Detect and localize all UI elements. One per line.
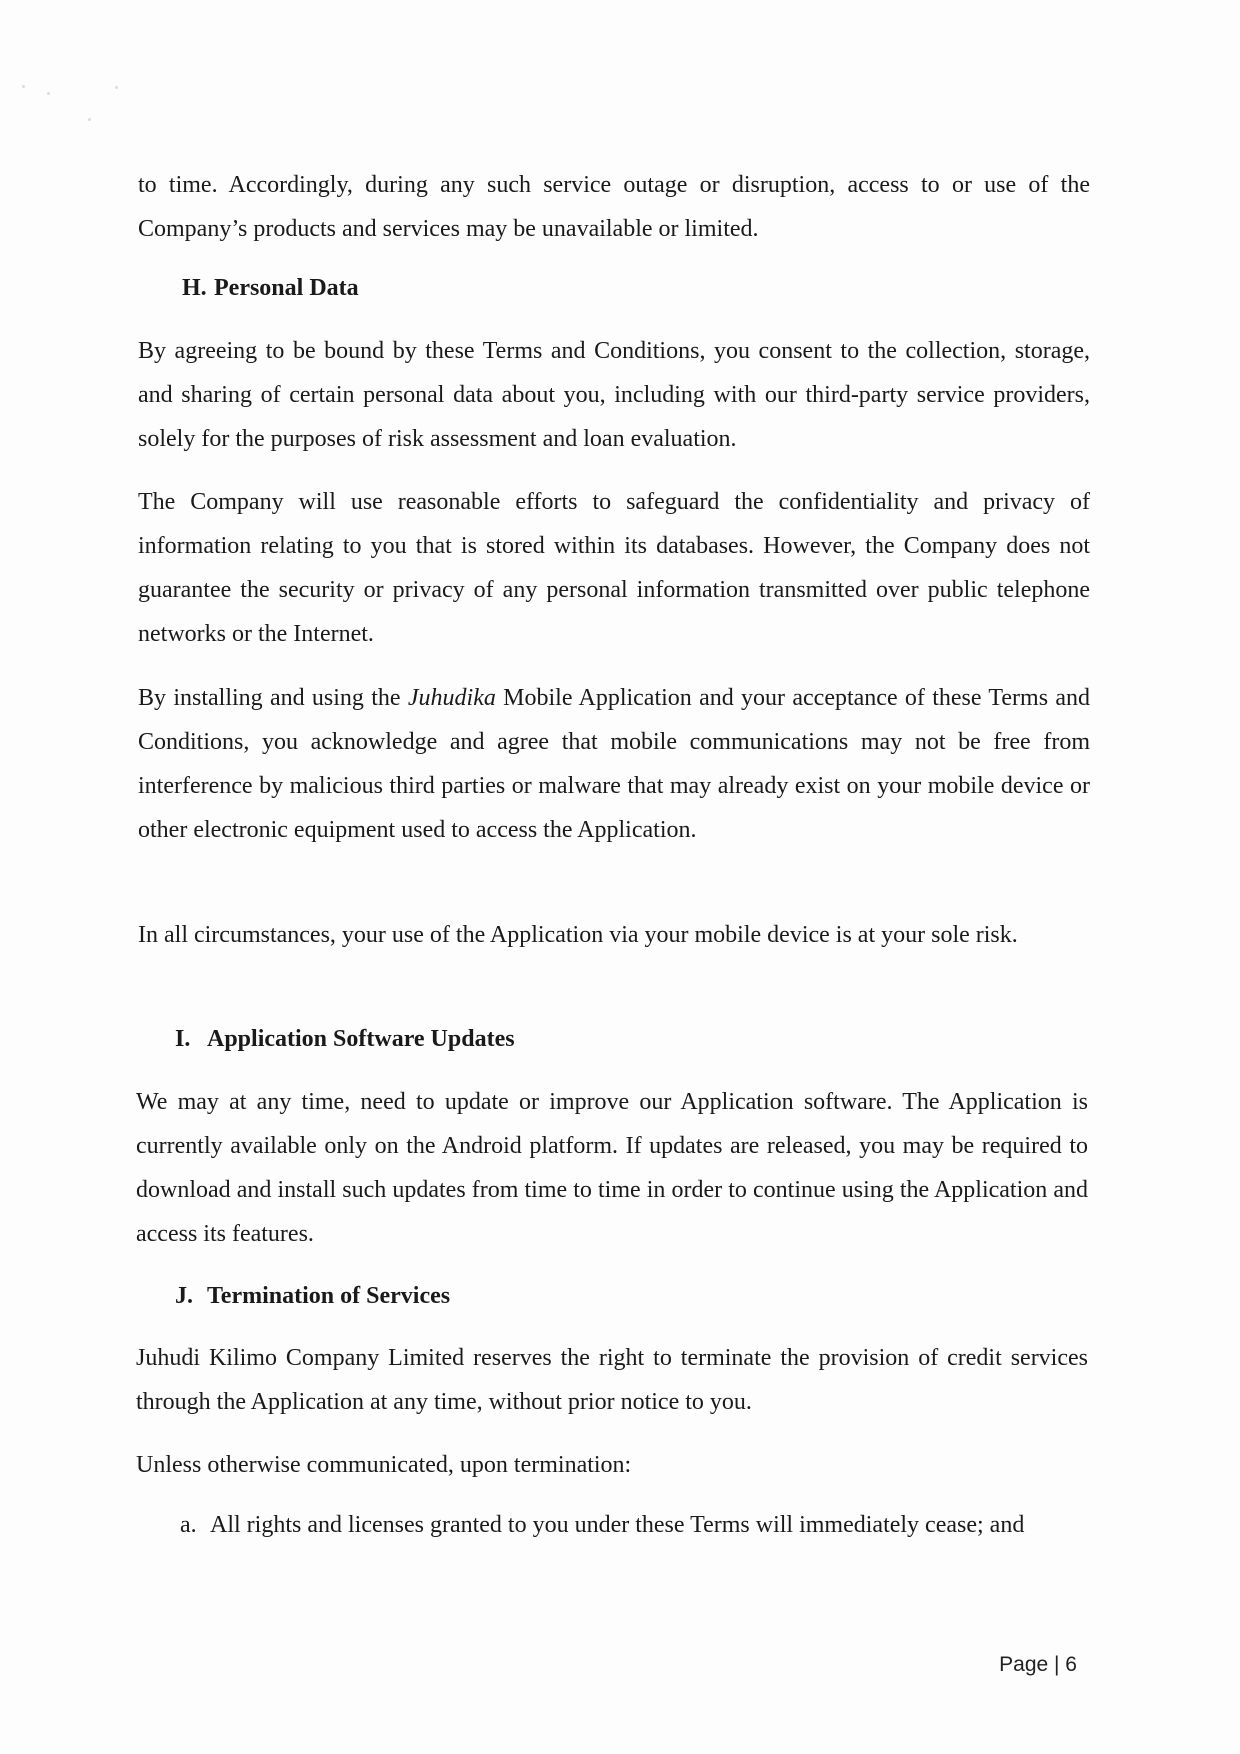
paragraph bbox=[138, 676, 1090, 852]
app-name: Juhudika bbox=[407, 685, 496, 711]
section-title: Personal Data bbox=[214, 275, 359, 301]
scan-speck bbox=[115, 86, 118, 89]
page-number: Page | 6 bbox=[999, 1653, 1077, 1676]
paragraph: Unless otherwise communicated, upon termination: bbox=[136, 1452, 632, 1478]
paragraph-text: By installing and using the bbox=[138, 685, 408, 711]
paragraph: In all circumstances, your use of the Application via your mobile device is at your sole risk. bbox=[138, 922, 1018, 948]
section-letter: H. bbox=[182, 275, 207, 301]
section-letter: I. bbox=[175, 1026, 191, 1052]
section-title: Application Software Updates bbox=[207, 1026, 515, 1052]
list-marker: a. bbox=[180, 1512, 197, 1538]
paragraph: The Company will use reasonable efforts to safeguard the confidentiality and privacy of information relating to you that is stored within its databases. However, the Company does not guarantee the security or privacy of any personal information transmitted over public telephone networks or the Internet. bbox=[138, 489, 1090, 647]
paragraph-text: Mobile Application and your acceptance of these Terms and Conditions, you acknowledge and agree that mobile communications may not be free from interference by malicious third parties or malware that may already exist on your mobile device or other electronic equipment used to access the Application. bbox=[138, 685, 1090, 843]
scan-speck bbox=[47, 92, 50, 95]
scan-speck bbox=[22, 85, 25, 88]
continuation-paragraph: to time. Accordingly, during any such service outage or disruption, access to or use of the Company’s products and services may be unavailable or limited. bbox=[138, 172, 1090, 242]
section-heading-i bbox=[175, 1024, 515, 1054]
list-item bbox=[180, 1503, 1090, 1547]
section-letter: J. bbox=[175, 1283, 193, 1309]
section-heading-h bbox=[182, 273, 359, 303]
scan-speck bbox=[88, 118, 91, 121]
list-item-text: All rights and licenses granted to you under these Terms will immediately cease; and bbox=[210, 1512, 1025, 1538]
section-title: Termination of Services bbox=[207, 1283, 451, 1309]
paragraph: Juhudi Kilimo Company Limited reserves the right to terminate the provision of credit services through the Application at any time, without prior notice to you. bbox=[136, 1345, 1088, 1415]
section-heading-j bbox=[175, 1281, 450, 1311]
paragraph: By agreeing to be bound by these Terms and Conditions, you consent to the collection, storage, and sharing of certain personal data about you, including with our third-party service providers, solely for the purposes of risk assessment and loan evaluation. bbox=[138, 338, 1090, 452]
paragraph: We may at any time, need to update or improve our Application software. The Application is currently available only on the Android platform. If updates are released, you may be required to download and install such updates from time to time in order to continue using the Application and access its features. bbox=[136, 1089, 1088, 1247]
